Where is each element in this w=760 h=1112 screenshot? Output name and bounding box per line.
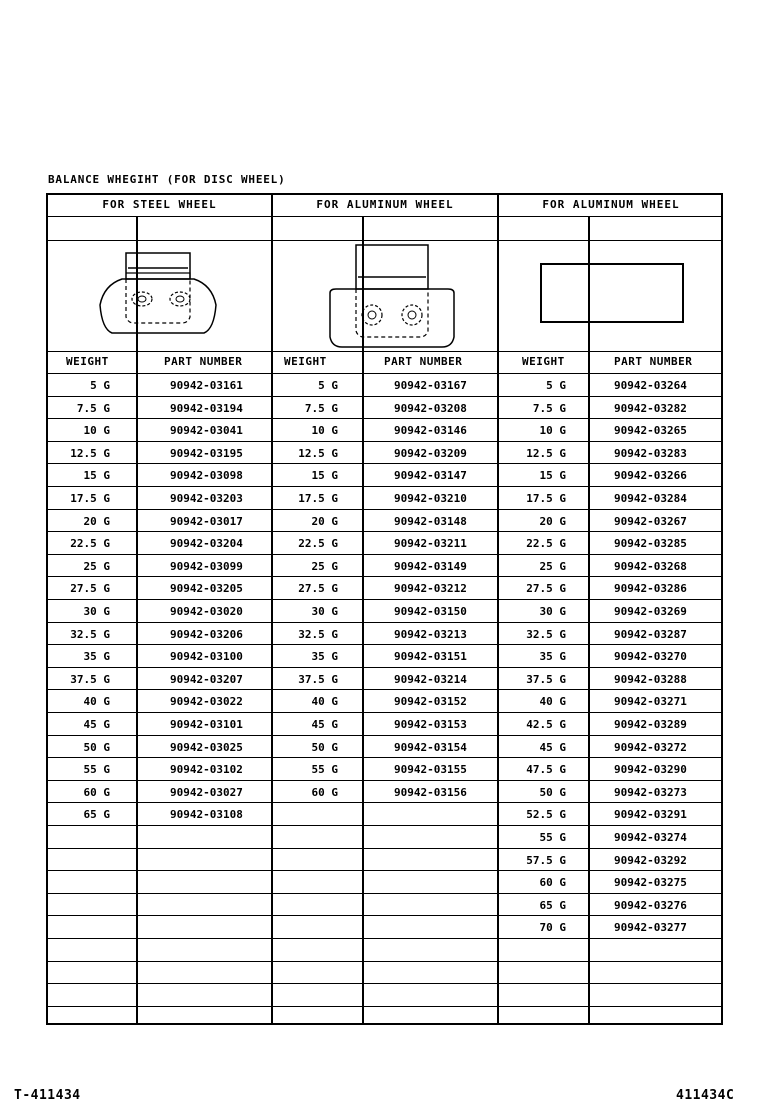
weight-cell: 32.5 G: [298, 628, 338, 641]
row-rule: [48, 622, 721, 623]
weight-cell: 5 G: [90, 379, 110, 392]
steel-wheel-clip-weight-drawing: [94, 247, 224, 339]
weight-cell: 60 G: [311, 786, 338, 799]
weight-cell: 27.5 G: [70, 582, 110, 595]
part-number-cell: 90942-03274: [614, 831, 687, 844]
weight-cell: 17.5 G: [70, 492, 110, 505]
part-number-cell: 90942-03148: [394, 515, 467, 528]
alu-part-header: PART NUMBER: [384, 355, 463, 368]
part-number-cell: 90942-03020: [170, 605, 243, 618]
part-number-cell: 90942-03212: [394, 582, 467, 595]
part-number-cell: 90942-03277: [614, 921, 687, 934]
row-rule: [48, 441, 721, 442]
weight-cell: 25 G: [83, 560, 110, 573]
weight-cell: 7.5 G: [532, 402, 566, 415]
row-rule: [48, 486, 721, 487]
adhesive-weight-header: WEIGHT: [522, 355, 565, 368]
part-number-cell: 90942-03147: [394, 469, 467, 482]
weight-cell: 12.5 G: [526, 447, 566, 460]
weight-cell: 7.5 G: [304, 402, 338, 415]
part-number-cell: 90942-03210: [394, 492, 467, 505]
part-number-cell: 90942-03205: [170, 582, 243, 595]
part-number-cell: 90942-03264: [614, 379, 687, 392]
weight-cell: 20 G: [311, 515, 338, 528]
weight-cell: 47.5 G: [526, 763, 566, 776]
header-rule-4: [48, 373, 721, 374]
part-number-cell: 90942-03098: [170, 469, 243, 482]
row-rule: [48, 712, 721, 713]
part-number-cell: 90942-03288: [614, 673, 687, 686]
row-rule: [48, 983, 721, 984]
weight-cell: 12.5 G: [70, 447, 110, 460]
weight-cell: 32.5 G: [70, 628, 110, 641]
weight-cell: 10 G: [83, 424, 110, 437]
part-number-cell: 90942-03287: [614, 628, 687, 641]
part-number-cell: 90942-03099: [170, 560, 243, 573]
row-rule: [48, 554, 721, 555]
part-number-cell: 90942-03292: [614, 854, 687, 867]
weight-cell: 30 G: [83, 605, 110, 618]
weight-cell: 65 G: [83, 808, 110, 821]
weight-cell: 60 G: [539, 876, 566, 889]
part-number-cell: 90942-03101: [170, 718, 243, 731]
part-number-cell: 90942-03195: [170, 447, 243, 460]
part-number-cell: 90942-03108: [170, 808, 243, 821]
weight-cell: 40 G: [83, 695, 110, 708]
weight-cell: 17.5 G: [298, 492, 338, 505]
part-number-cell: 90942-03100: [170, 650, 243, 663]
adhesive-weight-drawing: [538, 261, 688, 327]
group-label-steel: FOR STEEL WHEEL: [102, 198, 217, 211]
row-rule: [48, 848, 721, 849]
row-rule: [48, 1006, 721, 1007]
part-number-cell: 90942-03272: [614, 741, 687, 754]
row-rule: [48, 418, 721, 419]
part-number-cell: 90942-03208: [394, 402, 467, 415]
row-rule: [48, 825, 721, 826]
part-number-cell: 90942-03203: [170, 492, 243, 505]
part-number-cell: 90942-03213: [394, 628, 467, 641]
weight-cell: 10 G: [311, 424, 338, 437]
weight-cell: 40 G: [539, 695, 566, 708]
divider-group-1: [271, 195, 273, 1023]
part-number-cell: 90942-03270: [614, 650, 687, 663]
weight-cell: 37.5 G: [526, 673, 566, 686]
part-number-cell: 90942-03269: [614, 605, 687, 618]
weight-cell: 27.5 G: [298, 582, 338, 595]
weight-cell: 27.5 G: [526, 582, 566, 595]
part-number-cell: 90942-03161: [170, 379, 243, 392]
row-rule: [48, 735, 721, 736]
row-rule: [48, 667, 721, 668]
group-label-aluminum: FOR ALUMINUM WHEEL: [316, 198, 454, 211]
steel-part-header: PART NUMBER: [164, 355, 243, 368]
document-title: BALANCE WHEGIHT (FOR DISC WHEEL): [48, 173, 286, 186]
weight-cell: 50 G: [83, 741, 110, 754]
part-number-cell: 90942-03207: [170, 673, 243, 686]
part-number-cell: 90942-03283: [614, 447, 687, 460]
row-rule: [48, 780, 721, 781]
part-number-cell: 90942-03206: [170, 628, 243, 641]
part-number-cell: 90942-03214: [394, 673, 467, 686]
weight-cell: 65 G: [539, 899, 566, 912]
weight-cell: 55 G: [83, 763, 110, 776]
row-rule: [48, 757, 721, 758]
part-number-cell: 90942-03027: [170, 786, 243, 799]
weight-cell: 20 G: [539, 515, 566, 528]
weight-cell: 15 G: [83, 469, 110, 482]
part-number-cell: 90942-03285: [614, 537, 687, 550]
weight-cell: 45 G: [539, 741, 566, 754]
row-rule: [48, 463, 721, 464]
weight-cell: 50 G: [311, 741, 338, 754]
weight-cell: 35 G: [311, 650, 338, 663]
part-number-cell: 90942-03290: [614, 763, 687, 776]
part-number-cell: 90942-03152: [394, 695, 467, 708]
weight-cell: 37.5 G: [70, 673, 110, 686]
weight-cell: 40 G: [311, 695, 338, 708]
weight-cell: 15 G: [311, 469, 338, 482]
weight-cell: 12.5 G: [298, 447, 338, 460]
weight-cell: 50 G: [539, 786, 566, 799]
part-number-cell: 90942-03273: [614, 786, 687, 799]
header-rule-1: [48, 216, 721, 217]
divider-group-2: [497, 195, 499, 1023]
weight-cell: 17.5 G: [526, 492, 566, 505]
weight-cell: 20 G: [83, 515, 110, 528]
part-number-cell: 90942-03155: [394, 763, 467, 776]
weight-cell: 10 G: [539, 424, 566, 437]
row-rule: [48, 938, 721, 939]
part-number-cell: 90942-03025: [170, 741, 243, 754]
weight-cell: 55 G: [539, 831, 566, 844]
part-number-cell: 90942-03267: [614, 515, 687, 528]
part-number-cell: 90942-03041: [170, 424, 243, 437]
part-number-cell: 90942-03149: [394, 560, 467, 573]
weight-cell: 22.5 G: [526, 537, 566, 550]
adhesive-part-header: PART NUMBER: [614, 355, 693, 368]
row-rule: [48, 576, 721, 577]
weight-cell: 22.5 G: [70, 537, 110, 550]
weight-cell: 30 G: [539, 605, 566, 618]
steel-weight-header: WEIGHT: [66, 355, 109, 368]
weight-cell: 52.5 G: [526, 808, 566, 821]
part-number-cell: 90942-03167: [394, 379, 467, 392]
row-rule: [48, 802, 721, 803]
row-rule: [48, 396, 721, 397]
row-rule: [48, 915, 721, 916]
weight-cell: 32.5 G: [526, 628, 566, 641]
row-rule: [48, 961, 721, 962]
part-number-cell: 90942-03150: [394, 605, 467, 618]
part-number-cell: 90942-03204: [170, 537, 243, 550]
weight-cell: 70 G: [539, 921, 566, 934]
part-number-cell: 90942-03102: [170, 763, 243, 776]
weight-cell: 22.5 G: [298, 537, 338, 550]
part-number-cell: 90942-03209: [394, 447, 467, 460]
weight-cell: 35 G: [83, 650, 110, 663]
part-number-cell: 90942-03154: [394, 741, 467, 754]
part-number-cell: 90942-03286: [614, 582, 687, 595]
part-number-cell: 90942-03151: [394, 650, 467, 663]
weight-cell: 37.5 G: [298, 673, 338, 686]
weight-cell: 30 G: [311, 605, 338, 618]
weight-cell: 45 G: [83, 718, 110, 731]
part-number-cell: 90942-03022: [170, 695, 243, 708]
part-number-cell: 90942-03282: [614, 402, 687, 415]
weight-cell: 55 G: [311, 763, 338, 776]
balance-weight-table: [46, 193, 723, 1025]
part-number-cell: 90942-03194: [170, 402, 243, 415]
part-number-cell: 90942-03289: [614, 718, 687, 731]
part-number-cell: 90942-03266: [614, 469, 687, 482]
row-rule: [48, 644, 721, 645]
weight-cell: 57.5 G: [526, 854, 566, 867]
part-number-cell: 90942-03146: [394, 424, 467, 437]
weight-cell: 15 G: [539, 469, 566, 482]
part-number-cell: 90942-03156: [394, 786, 467, 799]
weight-cell: 60 G: [83, 786, 110, 799]
part-number-cell: 90942-03291: [614, 808, 687, 821]
part-number-cell: 90942-03265: [614, 424, 687, 437]
row-rule: [48, 870, 721, 871]
row-rule: [48, 689, 721, 690]
group-label-aluminum-adhesive: FOR ALUMINUM WHEEL: [542, 198, 680, 211]
header-rule-3: [48, 351, 721, 352]
part-number-cell: 90942-03271: [614, 695, 687, 708]
alu-weight-header: WEIGHT: [284, 355, 327, 368]
figure-id-left: T-411434: [14, 1088, 81, 1103]
part-number-cell: 90942-03211: [394, 537, 467, 550]
divider-adhesive-weight: [588, 217, 590, 1023]
row-rule: [48, 531, 721, 532]
row-rule: [48, 599, 721, 600]
aluminum-wheel-clip-weight-drawing: [326, 241, 456, 351]
weight-cell: 5 G: [318, 379, 338, 392]
row-rule: [48, 509, 721, 510]
part-number-cell: 90942-03268: [614, 560, 687, 573]
weight-cell: 5 G: [546, 379, 566, 392]
weight-cell: 7.5 G: [76, 402, 110, 415]
row-rule: [48, 893, 721, 894]
weight-cell: 42.5 G: [526, 718, 566, 731]
part-number-cell: 90942-03275: [614, 876, 687, 889]
part-number-cell: 90942-03017: [170, 515, 243, 528]
part-number-cell: 90942-03284: [614, 492, 687, 505]
part-number-cell: 90942-03276: [614, 899, 687, 912]
weight-cell: 35 G: [539, 650, 566, 663]
weight-cell: 25 G: [311, 560, 338, 573]
weight-cell: 45 G: [311, 718, 338, 731]
part-number-cell: 90942-03153: [394, 718, 467, 731]
weight-cell: 25 G: [539, 560, 566, 573]
figure-id-right: 411434C: [676, 1088, 735, 1103]
